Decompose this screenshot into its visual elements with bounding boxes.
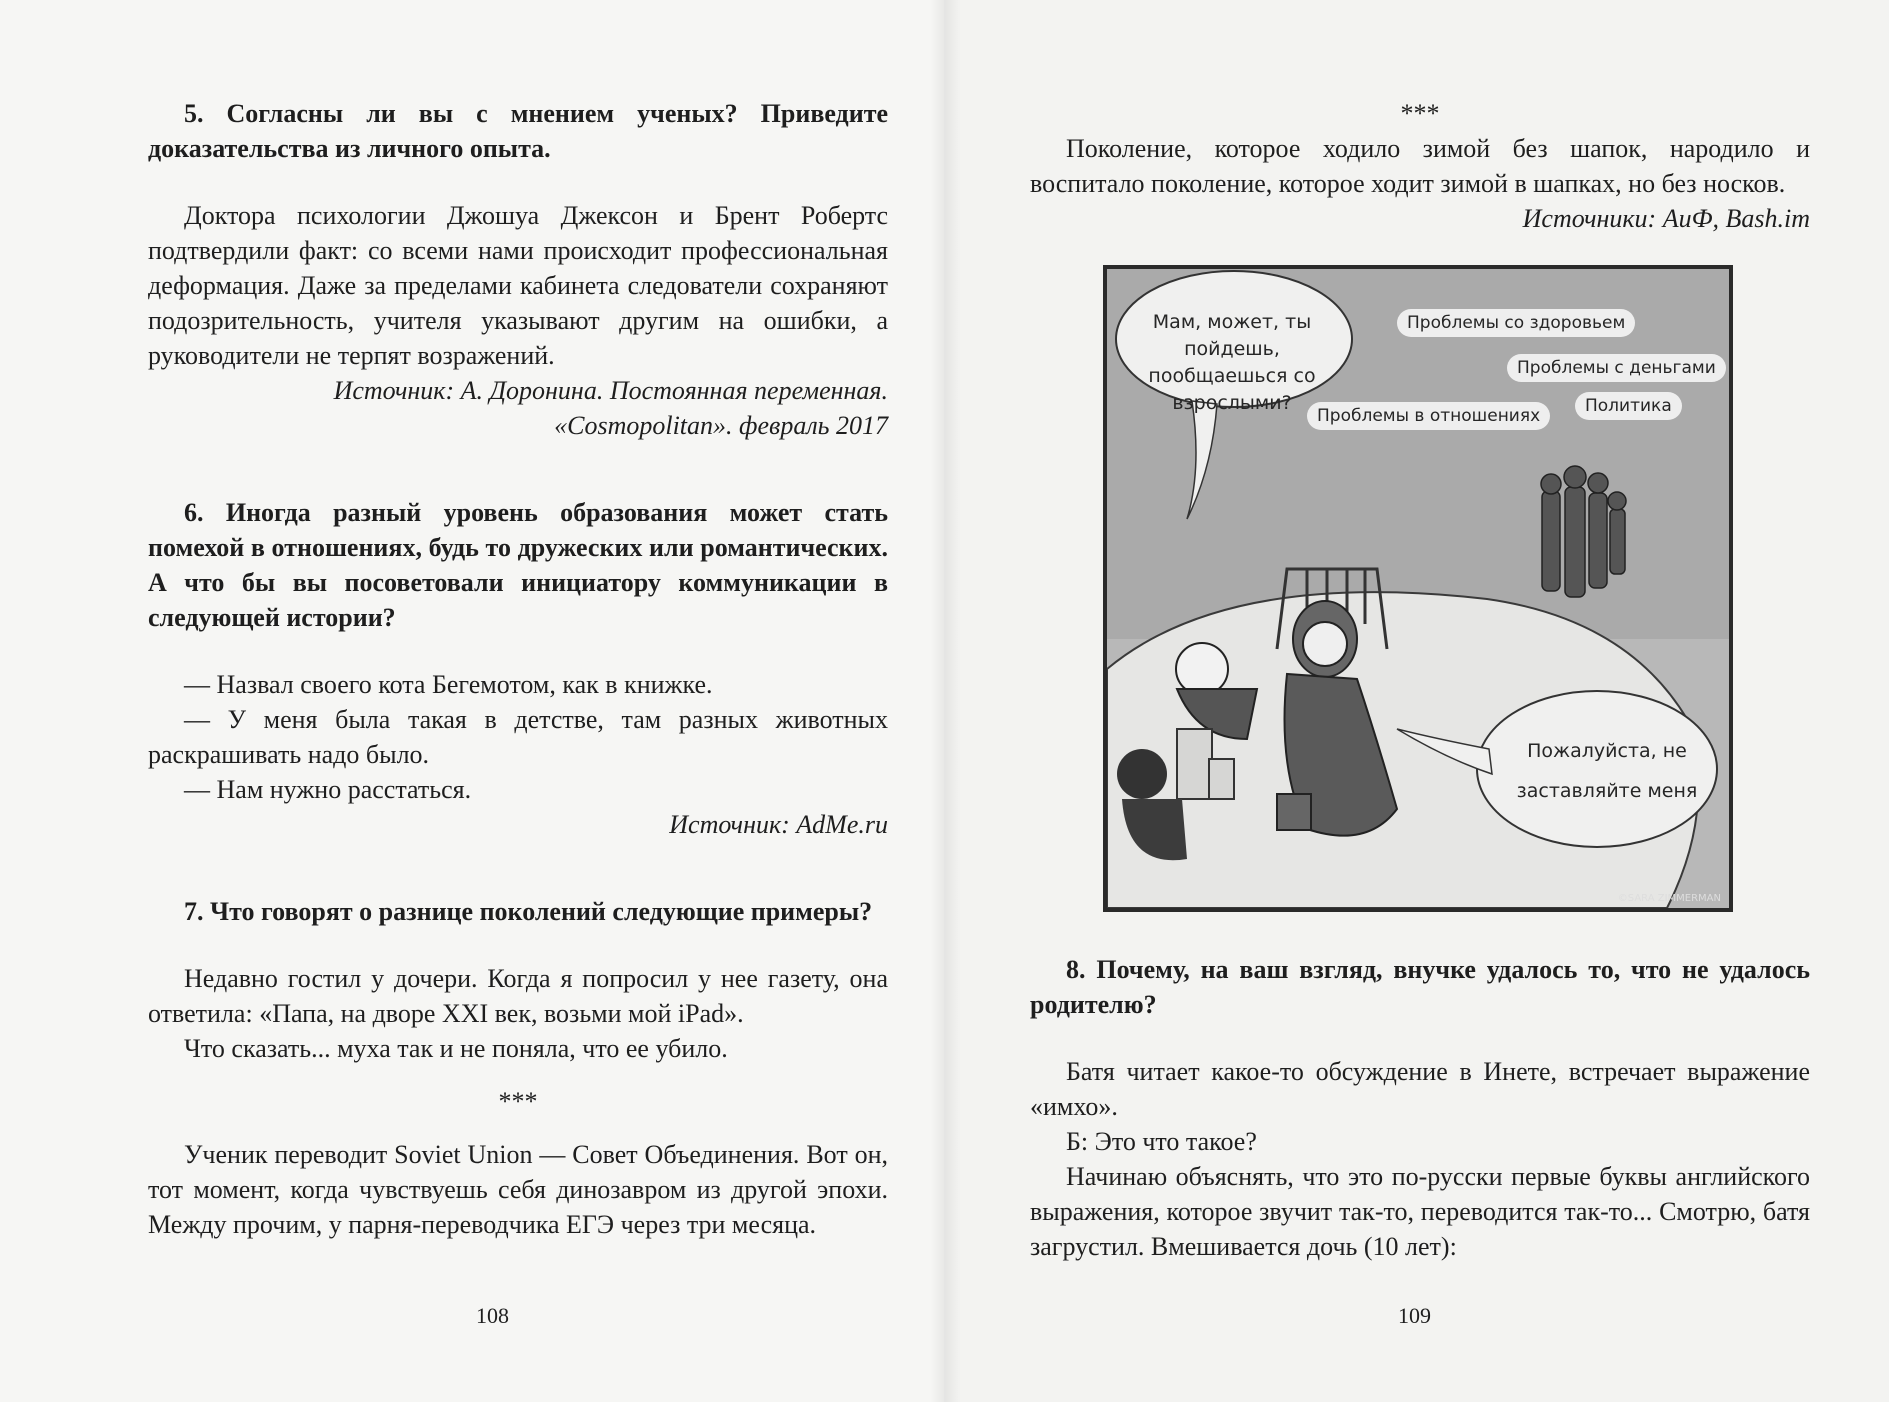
section-divider: *** [498,1087,538,1116]
question-8-para1: Батя читает какое-то обсуждение в Инете, встречает выражение «имхо». [1030,1057,1810,1121]
question-7-heading: 7. Что говорят о разнице поколений следующие примеры? [184,897,873,926]
floating-phrase: Проблемы со здоровьем [1397,309,1635,337]
section-divider: *** [1400,99,1440,128]
question-6-heading: 6. Иногда разный уровень образования может стать помехой в отношениях, будь то дружеских или романтических. А что бы вы посоветовали инициатору коммуникации в следующей истории? [148,498,888,632]
comic-credit: ©SARA ZIMMERMAN [1617,893,1721,904]
generation-para: Поколение, которое ходило зимой без шапок, народило и воспитало поколение, которое ходит зимой в шапках, но без носков. [1030,134,1810,198]
floating-phrase: Политика [1575,392,1682,420]
floating-phrase: Проблемы в отношениях [1307,402,1550,430]
page-number-right: 109 [1398,1303,1431,1328]
question-5-body: Доктора психологии Джошуа Джексон и Брент Робертс подтвердили факт: со всеми нами происходит профессиональная деформация. Даже за пределами кабинета следователи сохраняют подозрительность, учителя указывают другим на ошибки, а руководители не терпят возражений. [148,201,888,370]
question-7-para2: Что сказать... муха так и не поняла, что ее убило. [184,1034,728,1063]
right-column-lower [1030,952,1810,1264]
left-column [148,96,888,1242]
question-8-heading: 8. Почему, на ваш взгляд, внучке удалось то, что не удалось родителю? [1030,955,1810,1019]
bubble-mom-text: Мам, может, ты пойдешь, пообщаешься со взрослыми? [1148,311,1316,414]
dialog-line: — У меня была такая в детстве, там разных животных раскрашивать надо было. [148,705,888,769]
question-5-heading: 5. Согласны ли вы с мнением ученых? Приведите доказательства из личного опыта. [148,99,888,163]
dialog-line: — Назвал своего кота Бегемотом, как в книжке. [184,670,713,699]
dialog-line: — Нам нужно расстаться. [184,775,472,804]
question-5-source-line1: Источник: А. Доронина. Постоянная переменная. [333,376,888,405]
bubble-please-text: Пожалуйста, не заставляйте меня [1516,740,1698,802]
book-gutter [930,0,960,1402]
question-5-source-line2: «Cosmopolitan». февраль 2017 [554,411,888,440]
comic-illustration [1103,265,1733,912]
question-7-para3: Ученик переводит Soviet Union — Совет Объединения. Вот он, тот момент, когда чувствуешь себя динозавром из другой эпохи. Между прочим, у парня-переводчика ЕГЭ через три месяца. [148,1140,888,1239]
generation-source: Источники: АиФ, Bash.im [1522,204,1810,233]
right-column [1030,96,1810,236]
page-number-left: 108 [476,1303,509,1328]
question-8-para2: Б: Это что такое? [1066,1127,1257,1156]
question-7-para1: Недавно гостил у дочери. Когда я попросил у нее газету, она ответила: «Папа, на дворе XXI век, возьми мой iPad». [148,964,888,1028]
question-6-source: Источник: AdMe.ru [669,810,888,839]
question-8-para3: Начинаю объяснять, что это по-русски первые буквы английского выражения, которое звучит так-то, переводится так-то... Смотрю, батя загрустил. Вмешивается дочь (10 лет): [1030,1162,1810,1261]
floating-phrase: Проблемы с деньгами [1507,354,1726,382]
